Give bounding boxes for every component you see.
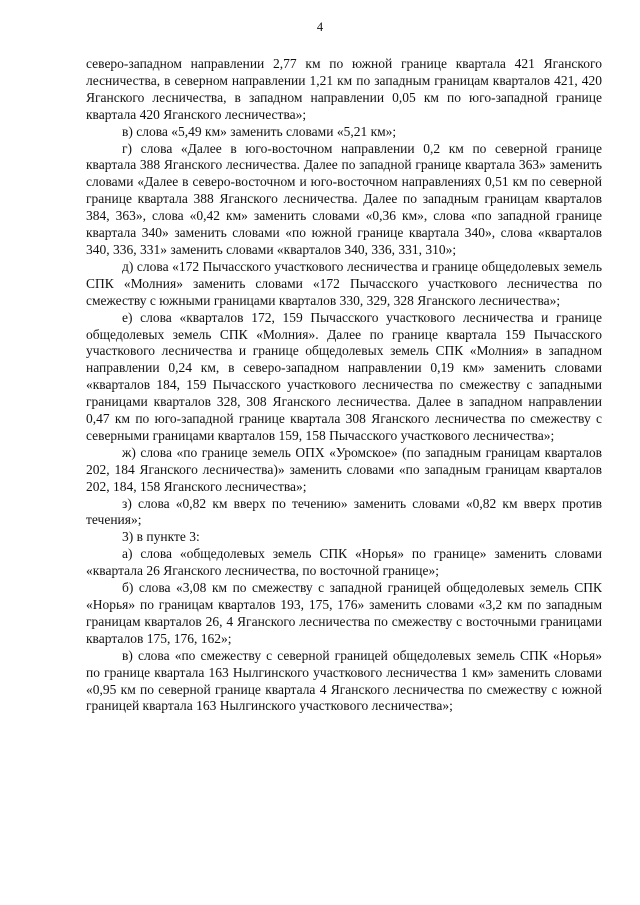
- paragraph: е) слова «кварталов 172, 159 Пычасского участкового лесничества и границе общедолевых земель СПК «Молния». Далее по границе квартала 159 Пычасского участкового лесничества и границе общедолевых земель СПК «Молния» в западном направлении 0,24 км, в северо-западном направлении 0,19 км» заменить словами «кварталов 184, 159 Пычасского участкового лесничества по смежеству с западными границами кварталов 328, 308 Яганского лесничества. Далее в западном направлении 0,47 км по юго-западной границе квартала 308 Яганского лесничества по смежеству с северными границами кварталов 159, 158 Пычасского участкового лесничества»;: [86, 309, 602, 443]
- document-body: [86, 56, 602, 715]
- paragraph: северо-западном направлении 2,77 км по южной границе квартала 421 Яганского лесничества, в северном направлении 1,21 км по западным границам кварталов 421, 420 Яганского лесничества, в западном направлении 0,05 км по юго-западной границе квартала 420 Яганского лесничества»;: [86, 56, 602, 122]
- paragraph: з) слова «0,82 км вверх по течению» заменить словами «0,82 км вверх против течения»;: [86, 495, 602, 528]
- paragraph: а) слова «общедолевых земель СПК «Норья» по границе» заменить словами «квартала 26 Яганского лесничества, по восточной границе»;: [86, 546, 602, 579]
- paragraph: в) слова «5,49 км» заменить словами «5,21 км»;: [122, 123, 397, 139]
- paragraph: б) слова «3,08 км по смежеству с западной границей общедолевых земель СПК «Норья» по границам кварталов 193, 175, 176» заменить словами «3,2 км по западным границам кварталов 26, 4 Яганского лесничества по смежеству с восточными границами кварталов 175, 176, 162»;: [86, 580, 602, 646]
- paragraph: 3) в пункте 3:: [122, 529, 200, 545]
- paragraph: в) слова «по смежеству с северной границей общедолевых земель СПК «Норья» по границе квартала 163 Нылгинского участкового лесничества 1 км» заменить словами «0,95 км по северной границе квартала 4 Яганского лесничества по смежеству с южной границей квартала 163 Нылгинского участкового лесничества»;: [86, 647, 602, 714]
- page-number: 4: [316, 20, 324, 34]
- paragraph: д) слова «172 Пычасского участкового лесничества и границе общедолевых земель СПК «Молния» заменить словами «172 Пычасского участкового лесничества по смежеству с южными границами кварталов 330, 329, 328 Яганского лесничества»;: [86, 258, 602, 308]
- paragraph: г) слова «Далее в юго-восточном направлении 0,2 км по северной границе квартала 388 Яганского лесничества. Далее по западной границе квартала 363» заменить словами «Далее в северо-восточном и юго-восточном направлениях 0,51 км по северной границе квартала 388 Яганского лесничества. Далее по западным границам кварталов 384, 363», слова «0,42 км» заменить словами «0,36 км», слова «по западной границе квартала 340» заменить словами «по южной границе квартала 340», слова «кварталов 340, 336, 331» заменить словами «кварталов 340, 336, 331, 310»;: [86, 140, 602, 257]
- paragraph: ж) слова «по границе земель ОПХ «Уромское» (по западным границам кварталов 202, 184 Яганского лесничества)» заменить словами «по западным границам кварталов 202, 184, 158 Яганского лесничества»;: [86, 444, 602, 494]
